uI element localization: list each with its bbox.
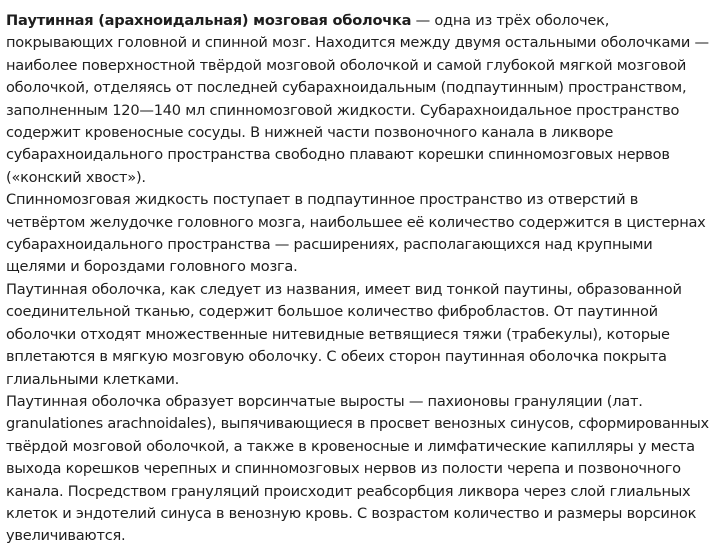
document-body bbox=[6, 10, 714, 548]
paragraph-definition bbox=[6, 10, 714, 189]
paragraph-text: — одна из трёх оболочек, покрывающих головной и спинной мозг. Находится между двумя остальными оболочками — наиболее поверхностной твёрдой мозговой оболочкой и самой глубокой мягкой мозговой оболочкой, отделяясь от последней субарахноидальным (подпаутинным) пространством, заполненным 120—140 мл спинномозговой жидкости. Субарахноидальное пространство содержит кровеносные сосуды. В нижней части позвоночного канала в ликворе субарахноидального пространства свободно плавают корешки спинномозговых нервов («конский хвост»). bbox=[6, 12, 709, 186]
paragraph-csf: Спинномозговая жидкость поступает в подпаутинное пространство из отверстий в четвёртом желудочке головного мозга, наибольшее её количество содержится в цистернах субарахноидального пространства — расширениях, располагающихся над крупными щелями и бороздами головного мозга. bbox=[6, 191, 706, 276]
paragraph-structure: Паутинная оболочка, как следует из названия, имеет вид тонкой паутины, образованной соединительной тканью, содержит большое количество фибробластов. От паутинной оболочки отходят множественные нитевидные ветвящиеся тяжи (трабекулы), которые вплетаются в мягкую мозговую оболочку. С обеих сторон паутинная оболочка покрыта глиальными клетками. bbox=[6, 280, 682, 388]
term-heading: Паутинная (арахноидальная) мозговая оболочка bbox=[6, 12, 412, 29]
paragraph-granulations: Паутинная оболочка образует ворсинчатые выросты — пахионовы грануляции (лат. granulationes arachnoidales), выпячивающиеся в просвет венозных синусов, сформированных твёрдой мозговой оболочкой, а также в кровеносные и лимфатические капилляры у места выхода корешков черепных и спинномозговых нервов из полости черепа и позвоночного канала. Посредством грануляций происходит реабсорбция ликвора через слой глиальных клеток и эндотелий синуса в венозную кровь. С возрастом количество и размеры ворсинок увеличиваются. bbox=[6, 392, 709, 545]
